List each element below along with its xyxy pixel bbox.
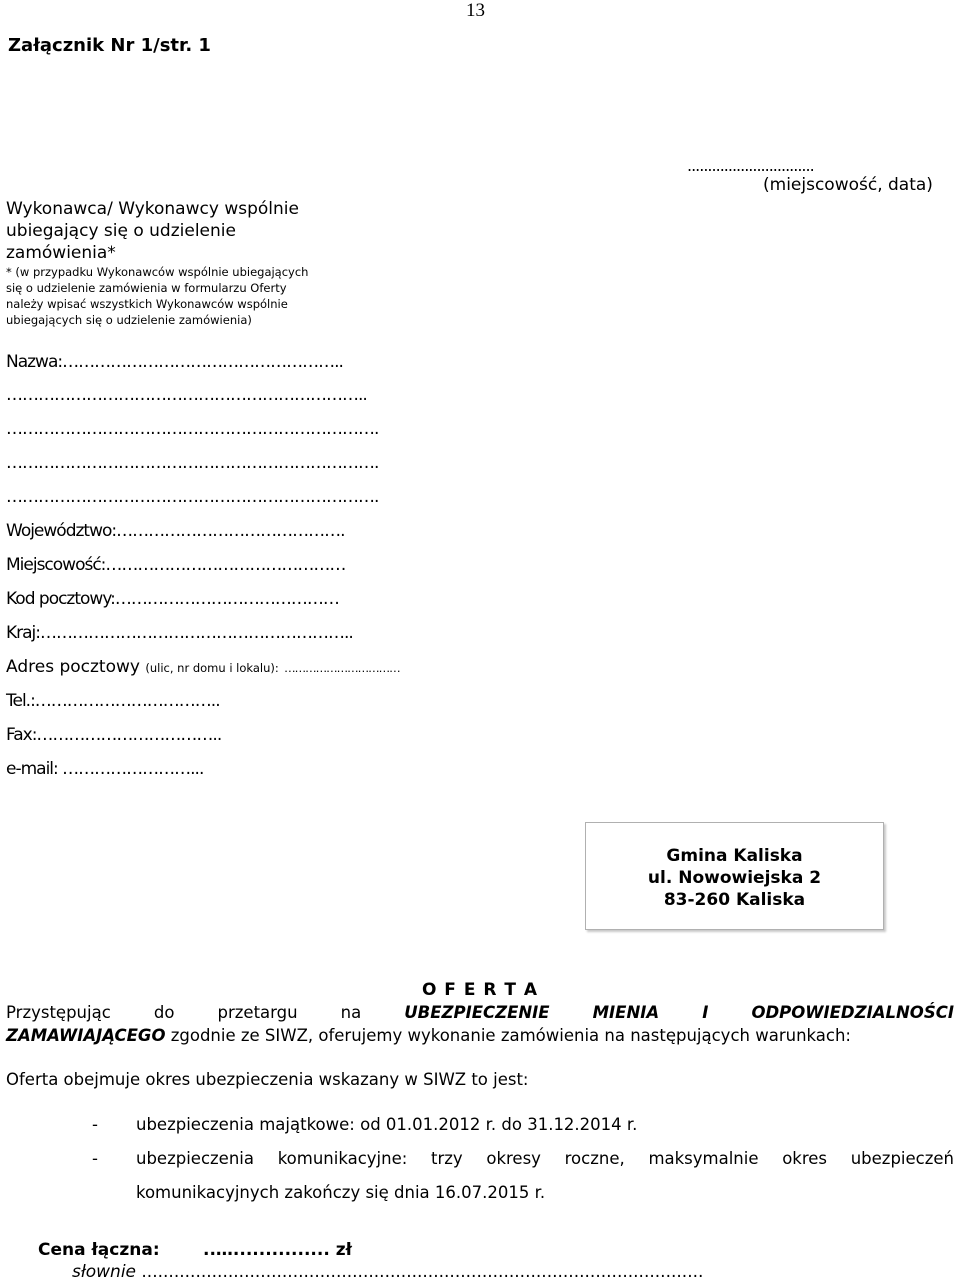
subject-word: I	[702, 1003, 709, 1022]
subject-continuation: ZAMAWIAJĄCEGO	[6, 1026, 166, 1045]
subject-word: MIENIA	[592, 1003, 660, 1022]
postal-address-label: Adres pocztowy	[6, 657, 140, 677]
offer-intro-line-1	[6, 1003, 954, 1022]
fax-field[interactable]: Fax:……………………………..	[6, 725, 222, 745]
property-insurance-item: ubezpieczenia majątkowe: od 01.01.2012 r. do 31.12.2014 r.	[136, 1115, 638, 1134]
phone-field[interactable]: Tel.:……………………………..	[6, 691, 220, 711]
price-in-words-label: słownie	[72, 1262, 136, 1282]
intro-word: Przystępując	[6, 1003, 111, 1022]
place-date-dots[interactable]: ...............................	[687, 156, 814, 175]
motor-insurance-item	[136, 1149, 954, 1168]
voivodeship-field[interactable]: Województwo:…………………………………….	[6, 521, 345, 541]
recipient-name: Gmina Kaliska	[666, 846, 803, 866]
item-word: maksymalnie	[648, 1149, 759, 1168]
subject-word: UBEZPIECZENIE	[404, 1003, 550, 1022]
recipient-street: ul. Nowowiejska 2	[647, 868, 822, 888]
offer-title: O F E R T A	[421, 980, 539, 1000]
name-line-4[interactable]: …………………………………………………………….	[6, 453, 379, 473]
intro-word: na	[340, 1003, 362, 1022]
item-word: komunikacyjne:	[277, 1149, 408, 1168]
recipient-address-box	[585, 822, 884, 930]
item-word: ubezpieczeń	[850, 1149, 954, 1168]
item-word: ubezpieczenia	[136, 1149, 254, 1168]
total-price-field[interactable]: ..…............... zł	[203, 1240, 352, 1260]
contractor-title: Wykonawca/ Wykonawcy wspólnie ubiegający się o udzielenie zamówienia*	[6, 199, 299, 263]
postal-address-hint: (ulic, nr domu i lokalu):	[145, 661, 279, 675]
motor-insurance-continuation: komunikacyjnych zakończy się dnia 16.07.2015 r.	[136, 1183, 546, 1202]
postal-address-dots[interactable]: ……………………………	[284, 661, 400, 675]
item-word: okresy	[486, 1149, 541, 1168]
intro-end: zgodnie ze SIWZ, oferujemy wykonanie zamówienia na następujących warunkach:	[165, 1026, 851, 1045]
postal-address-field[interactable]	[6, 657, 400, 677]
place-date-label: (miejscowość, data)	[763, 175, 933, 195]
total-price-label: Cena łączna:	[38, 1240, 160, 1260]
locality-field[interactable]: Miejscowość:………………………………………	[6, 555, 346, 575]
item-word: okres	[782, 1149, 828, 1168]
postal-code-field[interactable]: Kod pocztowy:……………………………………	[6, 589, 339, 609]
contractor-note: * (w przypadku Wykonawców wspólnie ubiegających się o udzielenie zamówienia w formularzu Oferty należy wpisać wszystkich Wykonawców wspólnie ubiegających się o udzielenie zamówienia)	[6, 265, 309, 327]
annex-heading: Załącznik Nr 1/str. 1	[8, 35, 211, 56]
bullet-dash: -	[92, 1149, 98, 1168]
name-field[interactable]: Nazwa:……………………………………………..	[6, 352, 343, 372]
recipient-postcode: 83-260 Kaliska	[663, 890, 806, 910]
item-word: roczne,	[564, 1149, 625, 1168]
intro-word: przetargu	[217, 1003, 298, 1022]
name-line-2[interactable]: …………………………………………………………..	[6, 385, 367, 405]
page-number: 13	[466, 0, 485, 21]
bullet-dash: -	[92, 1115, 98, 1134]
name-line-3[interactable]: …………………………………………………………….	[6, 419, 379, 439]
offer-intro-line-2	[6, 1026, 851, 1045]
price-in-words-dots[interactable]: ........................................................................................................	[136, 1262, 704, 1282]
country-field[interactable]: Kraj:…………………………………………………..	[6, 623, 353, 643]
subject-word: ODPOWIEDZIALNOŚCI	[751, 1003, 954, 1022]
name-line-5[interactable]: …………………………………………………………….	[6, 487, 379, 507]
price-in-words-field[interactable]	[72, 1262, 703, 1282]
item-word: trzy	[430, 1149, 463, 1168]
insurance-period-intro: Oferta obejmuje okres ubezpieczenia wskazany w SIWZ to jest:	[6, 1070, 529, 1089]
email-field[interactable]: e-mail: ……………………...	[6, 759, 204, 779]
intro-word: do	[153, 1003, 175, 1022]
